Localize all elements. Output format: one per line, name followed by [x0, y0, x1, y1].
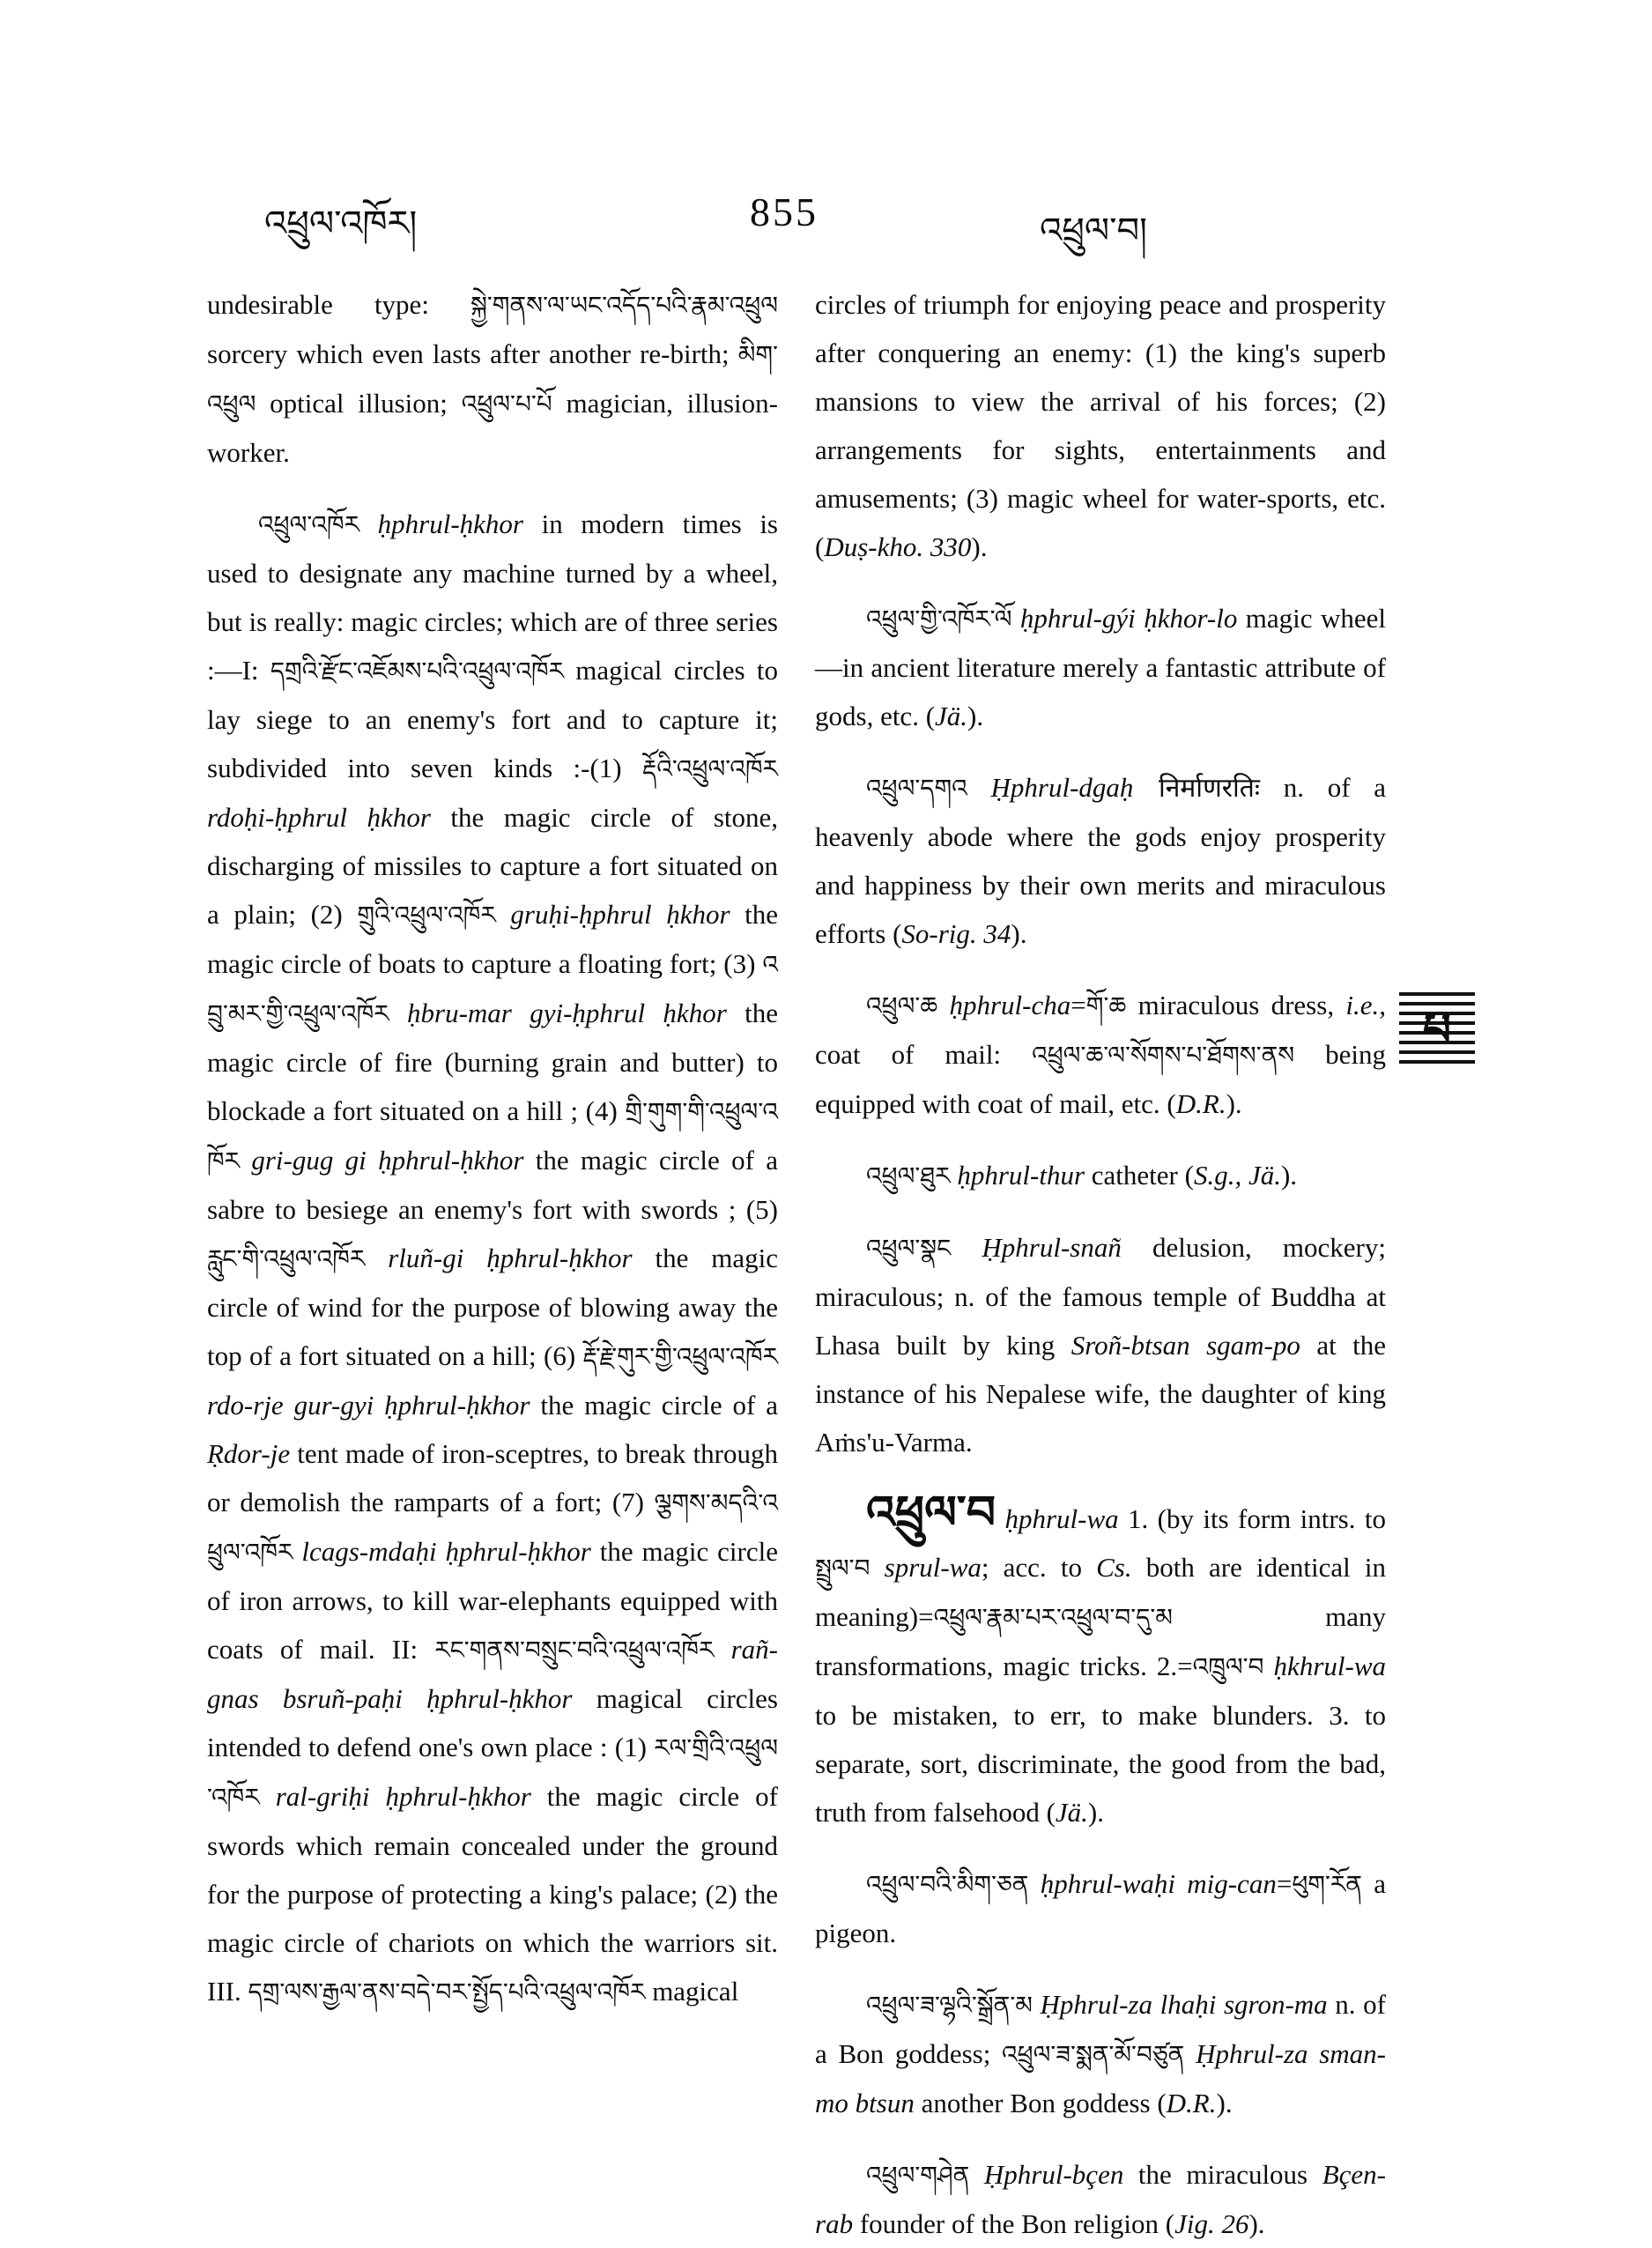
devanagari-text: निर्माणरतिः: [1133, 773, 1260, 804]
transliteration-text: So-rig. 34: [901, 918, 1011, 949]
tibetan-text: སྤྲུལ་བ: [815, 1554, 870, 1583]
transliteration-text: lcags-mdaḥi ḥphrul-ḥkhor: [293, 1536, 591, 1567]
transliteration-text: Jä.: [935, 701, 968, 731]
english-text: the magic circle of a sabre to besiege an enemy's fort with swords ; (5): [207, 1145, 778, 1225]
tibetan-text: རང་གནས་བསྲུང་བའི་འཕྲུལ་འཁོར: [434, 1636, 715, 1665]
transliteration-text: ḥphrul-waḥi mig-can: [1028, 1868, 1277, 1899]
tibetan-text: འཕྲུལ་ཟ་སྨན་མོ་བཙུན: [1002, 2040, 1185, 2069]
tibetan-text: རྡོའི་འཕྲུལ་འཁོར: [642, 754, 778, 783]
english-text: ).: [1226, 1088, 1242, 1119]
english-text: both are identical in meaning)=: [815, 1552, 1386, 1632]
transliteration-text: Ḥphrul-snañ: [951, 1232, 1122, 1263]
dictionary-paragraph: [207, 280, 778, 477]
english-text: magical circles to lay siege to an enemy's fort and to capture it; subdivided into seven kinds :-(1): [207, 655, 778, 783]
tibetan-text: འཕྲུལ་ཐུར: [866, 1161, 951, 1191]
transliteration-text: ḥphrul-gýi ḥkhor-lo: [1011, 603, 1238, 634]
tibetan-text: འཕྲུལ་རྣམ་པར་འཕྲུལ་བ་དུ་མ: [933, 1603, 1173, 1632]
english-text: being equipped with coat of mail, etc. (: [815, 1039, 1387, 1119]
transliteration-text: S.g., Jä.: [1193, 1160, 1281, 1191]
dictionary-paragraph: [207, 500, 778, 2016]
english-text: the magic circle of fire (burning grain and butter) to blockade a fort situated on a hill ; (4): [207, 998, 778, 1126]
thumb-index-tibetan-letter: པ: [1422, 1004, 1452, 1055]
transliteration-text: Ḥphrul-bçen: [969, 2159, 1124, 2190]
english-text: =: [1070, 990, 1086, 1020]
transliteration-text: ḥphrul-ḥkhor: [359, 508, 524, 539]
english-text: magic wheel—in ancient literature merely a fantastic attribute of gods, etc. (: [815, 603, 1387, 731]
transliteration-text: rdo-rje gur-gyi ḥphrul-ḥkhor: [207, 1390, 530, 1421]
english-text: the miraculous: [1123, 2159, 1322, 2190]
tibetan-text: འབྲུ་མར་གྱི་འཕྲུལ་འཁོར: [207, 950, 778, 1028]
english-text: the magic circle of a: [530, 1390, 778, 1421]
transliteration-text: ḥkhrul-wa: [1263, 1651, 1386, 1681]
page-number: 855: [750, 189, 819, 234]
english-text: in modern times is used to designate any machine turned by a wheel, but is really: magic circles; which are of three series :—I:: [207, 508, 778, 686]
transliteration-text: i.e.,: [1345, 990, 1386, 1020]
english-text: =: [1276, 1868, 1293, 1899]
english-text: magician, illusion-worker.: [207, 388, 778, 468]
transliteration-text: Ḥphrul-dgaḥ: [967, 772, 1134, 803]
english-text: ).: [1011, 918, 1027, 949]
transliteration-text: Sroñ-btsan sgam-po: [1070, 1330, 1300, 1361]
tibetan-text: འཕྲུལ་པ་པོ: [461, 390, 552, 419]
transliteration-text: gruḥi-ḥphrul ḥkhor: [495, 899, 730, 930]
english-text: many transformations, magic tricks. 2.=: [815, 1601, 1386, 1681]
tibetan-text: དགྲའི་རྫོང་འཇོམས་པའི་འཕྲུལ་འཁོར: [270, 657, 565, 686]
tibetan-text: གོ་ཆ: [1085, 991, 1127, 1020]
transliteration-text: Duṣ-kho. 330: [824, 531, 972, 562]
tibetan-text: དགྲ་ལས་རྒྱལ་ནས་བདེ་བར་སྤྱོད་པའི་འཕྲུལ་འཁོར: [248, 1977, 646, 2007]
english-text: ).: [1248, 2208, 1265, 2239]
transliteration-text: Ḥphrul-za sman-mo btsun: [815, 2038, 1387, 2118]
transliteration-text: sprul-wa: [870, 1552, 982, 1583]
dictionary-paragraph: [815, 763, 1386, 958]
tibetan-text: འཕྲུལ་བ: [866, 1487, 996, 1539]
english-text: magical circles intended to defend one's own place : (1): [207, 1683, 778, 1762]
tibetan-text: འཕྲུལ་བའི་མིག་ཅན: [866, 1870, 1029, 1899]
english-text: the magic circle of swords which remain concealed under the ground for the purpose of protecting a king's palace; (2) the magic circle of chariots on which the warriors sit. III.: [207, 1781, 778, 2007]
english-text: the magic circle of boats to capture a floating fort; (3): [207, 899, 779, 979]
english-text: sorcery which even lasts after another re-birth;: [207, 338, 738, 369]
tibetan-text: འཕྲུལ་དགའ: [866, 774, 967, 803]
tibetan-text: འཕྲུལ་ཟ་ལྷའི་སྒྲོན་མ: [866, 1991, 1033, 2020]
tibetan-text: ལྕགས་མདའི་འཕྲུལ་འཁོར: [207, 1488, 778, 1567]
transliteration-text: D.R.: [1166, 2088, 1217, 2118]
margin-thumb-index-tab: [1399, 992, 1475, 1066]
left-text-column: [207, 280, 778, 2104]
dictionary-paragraph: [815, 280, 1386, 571]
english-text: ; acc. to: [981, 1552, 1097, 1583]
tibetan-text: རལ་གྲིའི་འཕྲུལ་འཁོར: [207, 1733, 778, 1812]
tibetan-text: ཕུག་རོན: [1292, 1870, 1362, 1899]
dictionary-paragraph: [815, 1980, 1386, 2127]
english-text: another Bon goddess (: [914, 2088, 1167, 2118]
english-text: undesirable type:: [207, 289, 470, 320]
tibetan-text: འཕྲུལ་གྱི་འཁོར་ལོ: [866, 605, 1012, 634]
tibetan-text: འཕྲུལ་འཁོར: [258, 510, 360, 539]
english-text: optical illusion;: [256, 388, 462, 419]
dictionary-paragraph: [815, 594, 1386, 740]
english-text: delusion, mockery; miraculous; n. of the famous temple of Buddha at Lhasa built by king: [815, 1232, 1386, 1361]
tibetan-text: མིག་འཕྲུལ: [207, 340, 778, 419]
transliteration-text: ḥphrul-thur: [950, 1160, 1085, 1191]
english-text: ).: [1087, 1797, 1104, 1828]
tibetan-text: འཕྲུལ་གཤེན: [866, 2161, 970, 2190]
running-head-left-tibetan: འཕྲུལ་འཁོར།: [264, 204, 418, 244]
transliteration-text: rluñ-gi ḥphrul-ḥkhor: [365, 1243, 633, 1273]
transliteration-text: Jig. 26: [1174, 2208, 1249, 2239]
english-text: the magic circle of stone, discharging of missiles to capture a fort situated on a plain; (2): [207, 802, 778, 930]
english-text: the magic circle of wind for the purpose of blowing away the top of a fort situated on a hill; (6): [207, 1243, 778, 1371]
transliteration-text: ḥbru-mar gyi-ḥphrul ḥkhor: [389, 998, 727, 1028]
english-text: magical: [645, 1976, 739, 2007]
dictionary-paragraph: [815, 1151, 1386, 1200]
dictionary-paragraph: [815, 981, 1386, 1128]
tibetan-text: འཕྲུལ་ཆ: [866, 991, 938, 1020]
tibetan-text: གྲུའི་འཕྲུལ་འཁོར: [357, 901, 496, 930]
english-text: 1. (by its form intrs. to: [1118, 1503, 1386, 1534]
transliteration-text: D.R.: [1175, 1088, 1226, 1119]
transliteration-text: Ṛdor-je: [207, 1438, 291, 1469]
dictionary-paragraph: [815, 2150, 1386, 2248]
transliteration-text: gri-gug gi ḥphrul-ḥkhor: [240, 1145, 524, 1176]
transliteration-text: Jä.: [1055, 1797, 1088, 1828]
tibetan-text: རླུང་གི་འཕྲུལ་འཁོར: [207, 1244, 366, 1273]
transliteration-text: ḥphrul-wa: [996, 1503, 1119, 1534]
dictionary-paragraph: [815, 1859, 1386, 1957]
dictionary-paragraph: [815, 1223, 1386, 1466]
english-text: n. of a Bon goddess;: [815, 1989, 1386, 2069]
english-text: the magic circle of iron arrows, to kill war-elephants equipped with coats of mail. II:: [207, 1536, 778, 1665]
english-text: ).: [967, 701, 984, 731]
english-text: ).: [971, 531, 988, 562]
english-text: n. of a heavenly abode where the gods enjoy prosperity and happiness by their own merits and miraculous efforts (: [815, 772, 1387, 949]
tibetan-text: འཕྲུལ་ཆ་ལ་སོགས་པ་ཐོགས་ནས: [1032, 1041, 1295, 1070]
english-text: tent made of iron-sceptres, to break through or demolish the ramparts of a fort; (7): [207, 1438, 778, 1517]
english-text: miraculous dress,: [1126, 990, 1346, 1020]
transliteration-text: rdoḥi-ḥphrul ḥkhor: [207, 802, 431, 833]
transliteration-text: ḥphrul-cha: [937, 990, 1071, 1020]
english-text: ).: [1216, 2088, 1233, 2118]
transliteration-text: Bçen-rab: [815, 2159, 1386, 2239]
english-text: at the instance of his Nepalese wife, the daughter of king Aṁs'u-Varma.: [815, 1330, 1386, 1458]
tibetan-text: འཁྲུལ་བ: [1192, 1652, 1264, 1681]
english-text: coat of mail:: [815, 1039, 1033, 1070]
english-text: circles of triumph for enjoying peace and prosperity after conquering an enemy: (1) the king's superb mansions to view the arrival of his forces; (2) arrangements for sights, entertainments and amusements; (3) magic wheel for water-sports, etc. (: [815, 289, 1386, 562]
english-text: a pigeon.: [815, 1868, 1386, 1948]
transliteration-text: Ḥphrul-za lhaḥi sgron-ma: [1032, 1989, 1328, 2020]
running-head-right-tibetan: འཕྲུལ་བ།: [1040, 211, 1147, 251]
dictionary-paragraph: [815, 1489, 1386, 1836]
right-text-column: [815, 280, 1387, 2239]
english-text: catheter (: [1085, 1160, 1194, 1191]
transliteration-text: rañ-gnas bsruñ-paḥi ḥphrul-ḥkhor: [207, 1634, 778, 1714]
tibetan-text: གྲི་གུག་གི་འཕྲུལ་འཁོར: [207, 1097, 778, 1176]
tibetan-text: སྐྱེ་གནས་ལ་ཡང་འདོད་པའི་རྣམ་འཕྲུལ: [470, 291, 778, 320]
tibetan-text: འཕྲུལ་སྣང: [866, 1234, 952, 1263]
english-text: to be mistaken, to err, to make blunders. 3. to separate, sort, discriminate, the good from the bad, truth from falsehood (: [815, 1700, 1386, 1828]
transliteration-text: ral-griḥi ḥphrul-ḥkhor: [259, 1781, 531, 1812]
transliteration-text: Cs.: [1096, 1552, 1132, 1583]
tibetan-text: རྡོ་རྗེ་གུར་གྱི་འཕྲུལ་འཁོར: [582, 1342, 778, 1371]
english-text: founder of the Bon religion (: [853, 2208, 1175, 2239]
english-text: ).: [1280, 1160, 1298, 1191]
